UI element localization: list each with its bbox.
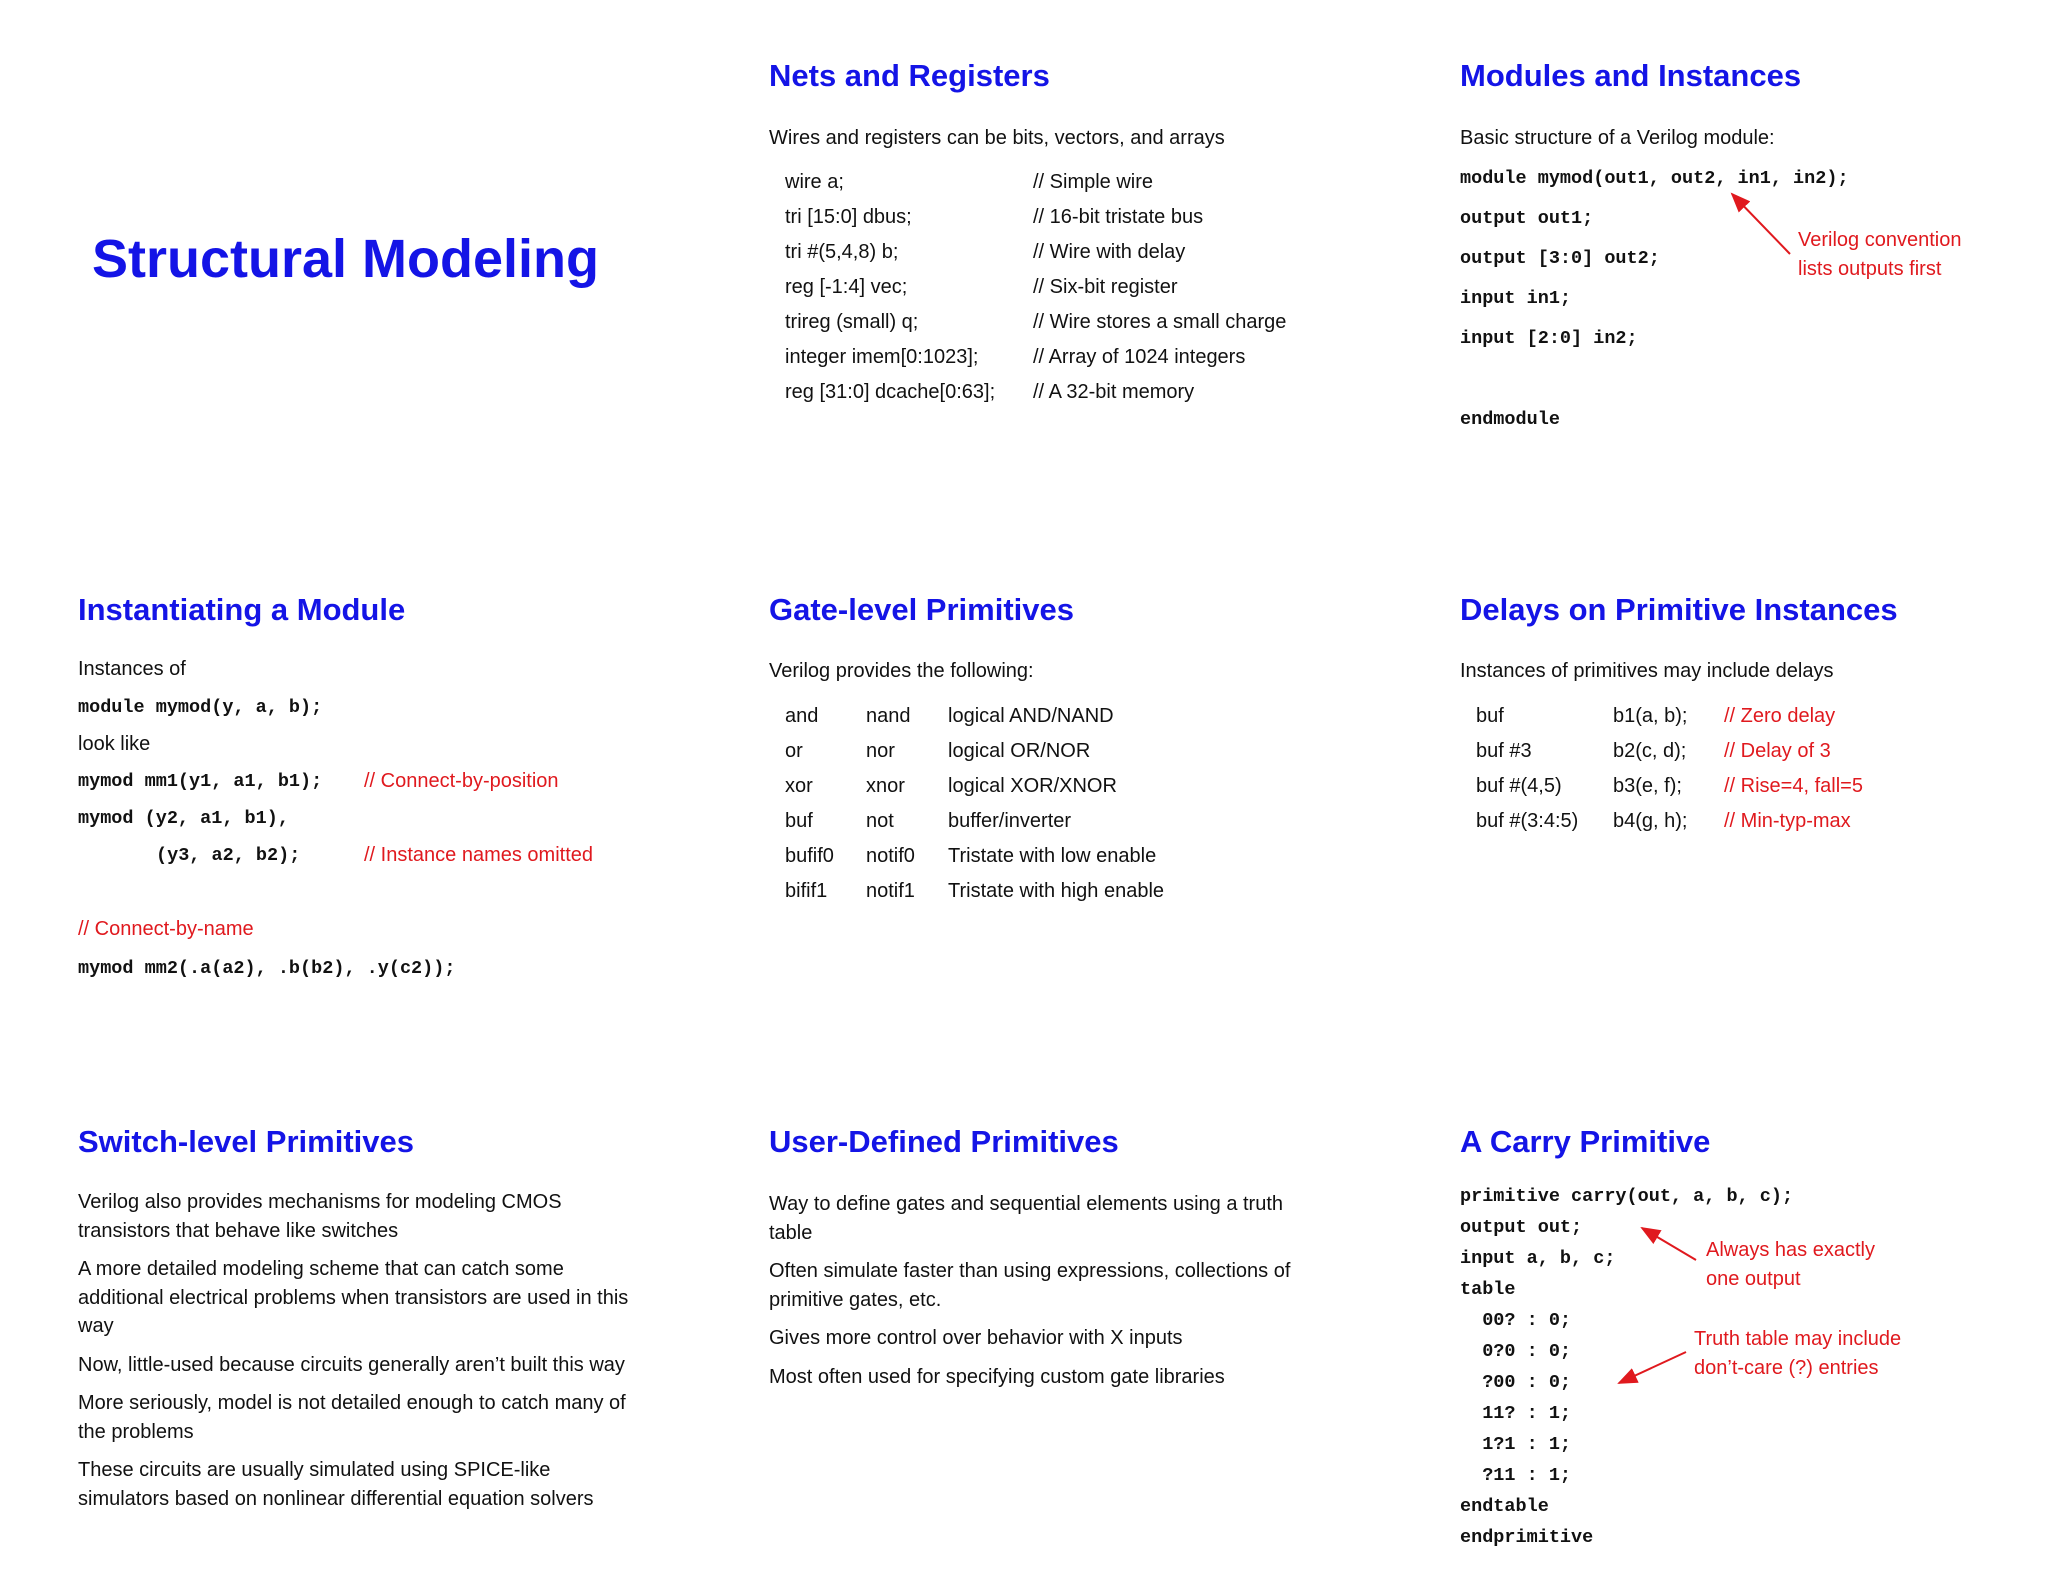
annotation-text: don’t-care (?) entries <box>1694 1357 1879 1379</box>
table-cell: buffer/inverter <box>948 810 1072 832</box>
slide-gate-level-primitives <box>683 527 1365 1054</box>
table-row-comment: // 16-bit tristate bus <box>1033 206 1204 228</box>
code-line: endtable <box>1460 1496 1549 1517</box>
code-line: input [2:0] in2; <box>1460 328 1638 349</box>
paragraph-list <box>78 1188 638 1523</box>
table-row-comment: // Simple wire <box>1033 171 1154 193</box>
paragraph: A more detailed modeling scheme that can catch some additional electrical problems when transistors are used in this way <box>78 1258 629 1337</box>
intro-text: Wires and registers can be bits, vectors, and arrays <box>769 127 1225 149</box>
slide-title: Modules and Instances <box>1460 58 1802 93</box>
code-line: output out1; <box>1460 208 1594 229</box>
table-cell: buf #3 <box>1476 740 1532 762</box>
table-row-decl: integer imem[0:1023]; <box>785 346 979 368</box>
code-line: input a, b, c; <box>1460 1248 1616 1269</box>
paragraph: Most often used for specifying custom gate libraries <box>769 1365 1225 1388</box>
intro-text: Verilog provides the following: <box>769 660 1034 682</box>
slide-title: Switch-level Primitives <box>78 1124 414 1159</box>
code-comment: // Connect-by-position <box>364 770 559 792</box>
table-row-comment: // A 32-bit memory <box>1033 381 1195 403</box>
slide-modules-and-instances <box>1366 0 2048 527</box>
code-comment: // Connect-by-name <box>78 918 254 940</box>
table-cell: nor <box>866 740 895 762</box>
paragraph: More seriously, model is not detailed enough to catch many of the problems <box>78 1392 626 1443</box>
code-comment: // Instance names omitted <box>364 844 594 866</box>
slide-title: Structural Modeling <box>92 229 600 289</box>
code-line: table <box>1460 1279 1516 1300</box>
table-row-comment: // Array of 1024 integers <box>1033 346 1246 368</box>
slide-delays-on-primitive-instances <box>1366 527 2048 1054</box>
table-cell: buf <box>785 810 813 832</box>
table-row-decl: reg [-1:4] vec; <box>785 276 908 298</box>
table-cell: and <box>785 705 819 727</box>
annotation-text: lists outputs first <box>1798 258 1942 280</box>
table-row-comment: // Wire with delay <box>1033 241 1186 263</box>
code-line: module mymod(out1, out2, in1, in2); <box>1460 168 1849 189</box>
slide-nets-and-registers <box>683 0 1365 527</box>
code-line: primitive carry(out, a, b, c); <box>1460 1186 1794 1207</box>
slide-title: A Carry Primitive <box>1460 1124 1711 1159</box>
slide-title: Delays on Primitive Instances <box>1460 592 1898 627</box>
intro-text: Instances of primitives may include delays <box>1460 660 1834 682</box>
slide-title: Nets and Registers <box>769 58 1050 93</box>
paragraph: Often simulate faster than using expressions, collections of primitive gates, etc. <box>769 1260 1291 1311</box>
code-comment: // Zero delay <box>1724 705 1836 727</box>
code-line: ?00 : 0; <box>1460 1372 1572 1393</box>
code-comment: // Delay of 3 <box>1724 740 1831 762</box>
slide-user-defined-primitives <box>683 1054 1365 1581</box>
body-text: Instances of <box>78 658 186 680</box>
code-line: ?11 : 1; <box>1460 1465 1572 1486</box>
table-cell: xor <box>785 775 813 797</box>
slide-instantiating-a-module <box>0 527 682 1054</box>
code-line: output [3:0] out2; <box>1460 248 1660 269</box>
paragraph: Now, little-used because circuits generally aren’t built this way <box>78 1353 625 1376</box>
code-comment: // Rise=4, fall=5 <box>1724 775 1863 797</box>
body-text: look like <box>78 733 151 755</box>
slide-switch-level-primitives <box>0 1054 682 1581</box>
slide-title: User-Defined Primitives <box>769 1124 1119 1159</box>
annotation-arrow <box>1366 1054 2048 1581</box>
table-cell: b4(g, h); <box>1613 810 1688 832</box>
table-cell: buf #(3:4:5) <box>1476 810 1579 832</box>
code-line: 1?1 : 1; <box>1460 1434 1572 1455</box>
code-line: output out; <box>1460 1217 1583 1238</box>
code-line: mymod (y2, a1, b1), <box>78 808 289 829</box>
code-line: endmodule <box>1460 409 1560 430</box>
table-row-decl: reg [31:0] dcache[0:63]; <box>785 381 996 403</box>
slide-title: Gate-level Primitives <box>769 592 1074 627</box>
table-cell: Tristate with low enable <box>948 845 1157 867</box>
table-cell: notif1 <box>866 880 915 902</box>
table-cell: bifif1 <box>785 880 828 902</box>
table-cell: xnor <box>866 775 905 797</box>
code-line: 11? : 1; <box>1460 1403 1572 1424</box>
slide-title: Instantiating a Module <box>78 592 406 627</box>
table-row-decl: tri [15:0] dbus; <box>785 206 912 228</box>
table-cell: bufif0 <box>785 845 834 867</box>
code-line: module mymod(y, a, b); <box>78 697 323 718</box>
table-cell: logical OR/NOR <box>948 740 1091 762</box>
paragraph: Verilog also provides mechanisms for modeling CMOS transistors that behave like switches <box>78 1191 562 1242</box>
annotation-text: Verilog convention <box>1798 229 1962 251</box>
code-line: (y3, a2, b2); <box>156 845 301 866</box>
annotation-text: Truth table may include <box>1694 1328 1902 1350</box>
code-line: endprimitive <box>1460 1527 1594 1548</box>
table-cell: b1(a, b); <box>1613 705 1688 727</box>
table-cell: notif0 <box>866 845 915 867</box>
code-comment: // Min-typ-max <box>1724 810 1851 832</box>
paragraph-list <box>769 1190 1314 1401</box>
table-cell: logical XOR/XNOR <box>948 775 1117 797</box>
code-line: mymod mm2(.a(a2), .b(b2), .y(c2)); <box>78 958 456 979</box>
paragraph: Gives more control over behavior with X inputs <box>769 1327 1183 1349</box>
table-row-comment: // Wire stores a small charge <box>1033 311 1287 333</box>
table-row-decl: tri #(5,4,8) b; <box>785 241 899 263</box>
table-row-decl: wire a; <box>785 171 844 193</box>
code-line: 0?0 : 0; <box>1460 1341 1572 1362</box>
code-line: input in1; <box>1460 288 1572 309</box>
annotation-arrow <box>1366 0 2048 527</box>
code-line: mymod mm1(y1, a1, b1); <box>78 771 323 792</box>
table-cell: not <box>866 810 894 832</box>
table-cell: or <box>785 740 803 762</box>
table-cell: Tristate with high enable <box>948 880 1165 902</box>
table-cell: logical AND/NAND <box>948 705 1114 727</box>
table-cell: b2(c, d); <box>1613 740 1687 762</box>
paragraph: Way to define gates and sequential elements using a truth table <box>769 1193 1284 1244</box>
table-cell: buf <box>1476 705 1504 727</box>
table-cell: nand <box>866 705 911 727</box>
slide-structural-modeling <box>0 0 682 527</box>
table-row-comment: // Six-bit register <box>1033 276 1178 298</box>
table-cell: buf #(4,5) <box>1476 775 1562 797</box>
code-line: 00? : 0; <box>1460 1310 1572 1331</box>
table-row-decl: trireg (small) q; <box>785 311 919 333</box>
annotation-text: Always has exactly <box>1706 1239 1875 1261</box>
paragraph: These circuits are usually simulated using SPICE-like simulators based on nonlinear differential equation solvers <box>78 1459 594 1510</box>
slide-carry-primitive <box>1366 1054 2048 1581</box>
table-cell: b3(e, f); <box>1613 775 1682 797</box>
intro-text: Basic structure of a Verilog module: <box>1460 127 1775 149</box>
annotation-text: one output <box>1706 1268 1801 1290</box>
